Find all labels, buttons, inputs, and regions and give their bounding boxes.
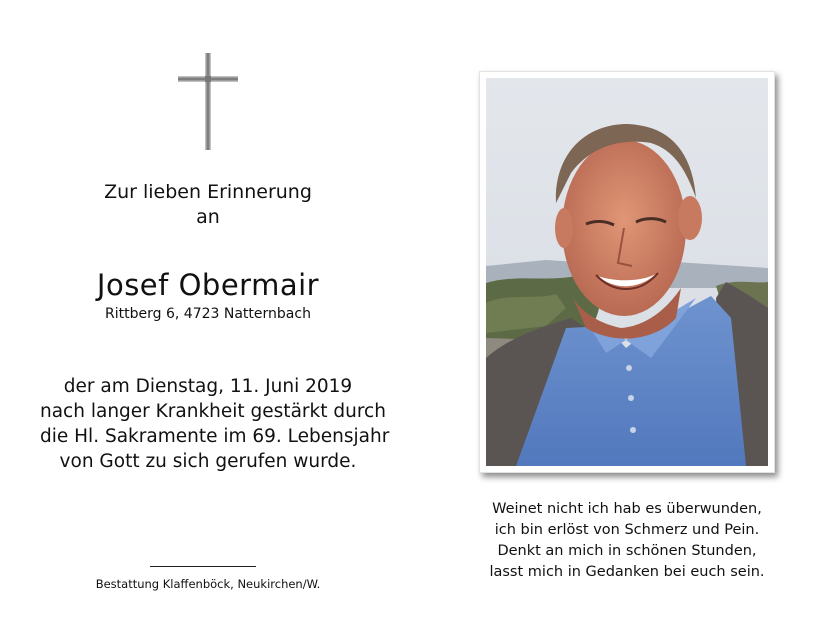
memorial-line: der am Dienstag, 11. Juni 2019 (63, 376, 353, 397)
deceased-name: Josef Obermair (96, 268, 320, 302)
funeral-home: Bestattung Klaffenböck, Neukirchen/W. (95, 577, 321, 591)
memorial-line: die Hl. Sakramente im 69. Lebensjahr (40, 426, 390, 447)
intro-line: an (196, 206, 220, 228)
quote-line: Weinet nicht ich hab es überwunden, (492, 501, 762, 517)
intro-heading (40, 180, 376, 230)
memorial-line: von Gott zu sich gerufen wurde. (59, 451, 357, 472)
quote-line: Denkt an mich in schönen Stunden, (497, 543, 757, 559)
portrait-frame (479, 71, 775, 473)
cross-icon (176, 52, 240, 152)
deceased-address: Rittberg 6, 4723 Natternbach (105, 306, 311, 322)
memorial-quote (472, 499, 782, 583)
divider-line (150, 566, 256, 567)
memorial-line: nach langer Krankheit gestärkt durch (40, 401, 386, 422)
portrait-photo (486, 78, 768, 466)
quote-line: lasst mich in Gedanken bei euch sein. (489, 564, 765, 580)
intro-line: Zur lieben Erinnerung (104, 181, 312, 203)
quote-line: ich bin erlöst von Schmerz und Pein. (494, 522, 760, 538)
memorial-text (40, 374, 390, 474)
